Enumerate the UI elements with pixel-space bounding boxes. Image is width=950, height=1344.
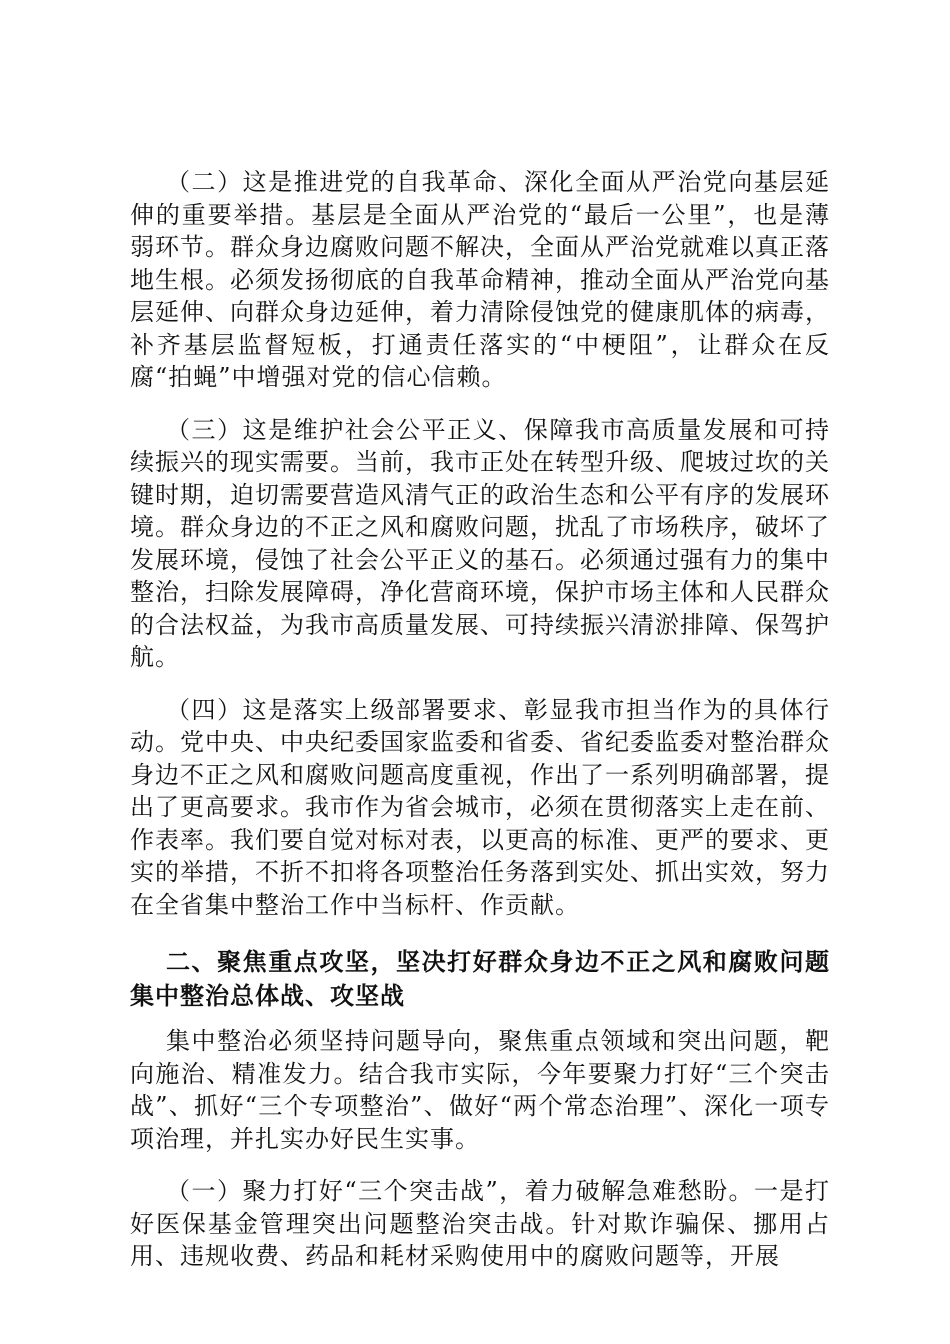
paragraph-section-1-3: （三）这是维护社会公平正义、保障我市高质量发展和可持续振兴的现实需要。当前，我市正处在转型升级、爬坡过坎的关键时期，迫切需要营造风清气正的政治生态和公平有序的发展环境。群众身边的不正之风和腐败问题，扰乱了市场秩序，破坏了发展环境，侵蚀了社会公平正义的基石。必须通过强有力的集中整治，扫除发展障碍，净化营商环境，保护市场主体和人民群众的合法权益，为我市高质量发展、可持续振兴清淤排障、保驾护航。 <box>130 415 830 671</box>
paragraph-section-2-1: （一）聚力打好“三个突击战”，着力破解急难愁盼。一是打好医保基金管理突出问题整治突击战。针对欺诈骗保、挪用占用、违规收费、药品和耗材采购使用中的腐败问题等，开展 <box>130 1177 830 1270</box>
paragraph-section-1-4: （四）这是落实上级部署要求、彰显我市担当作为的具体行动。党中央、中央纪委国家监委和省委、省纪委监委对整治群众身边不正之风和腐败问题高度重视，作出了一系列明确部署，提出了更高要求。我市作为省会城市，必须在贯彻落实上走在前、作表率。我们要自觉对标对表，以更高的标准、更严的要求、更实的举措，不折不扣将各项整治任务落到实处、抓出实效，努力在全省集中整治工作中当标杆、作贡献。 <box>130 695 830 919</box>
paragraph-section-2-intro: 集中整治必须坚持问题导向，聚焦重点领域和突出问题，靶向施治、精准发力。结合我市实际，今年要聚力打好“三个突击战”、抓好“三个专项整治”、做好“两个常态治理”、深化一项专项治理，并扎实办好民生实事。 <box>130 1027 830 1153</box>
section-2-heading: 二、聚焦重点攻坚，坚决打好群众身边不正之风和腐败问题集中整治总体战、攻坚战 <box>130 948 830 1010</box>
document-body <box>130 166 830 1293</box>
paragraph-section-1-2: （二）这是推进党的自我革命、深化全面从严治党向基层延伸的重要举措。基层是全面从严治党的“最后一公里”，也是薄弱环节。群众身边腐败问题不解决，全面从严治党就难以真正落地生根。必须发扬彻底的自我革命精神，推动全面从严治党向基层延伸、向群众身边延伸，着力清除侵蚀党的健康肌体的病毒，补齐基层监督短板，打通责任落实的“中梗阻”，让群众在反腐“拍蝇”中增强对党的信心信赖。 <box>130 168 830 391</box>
